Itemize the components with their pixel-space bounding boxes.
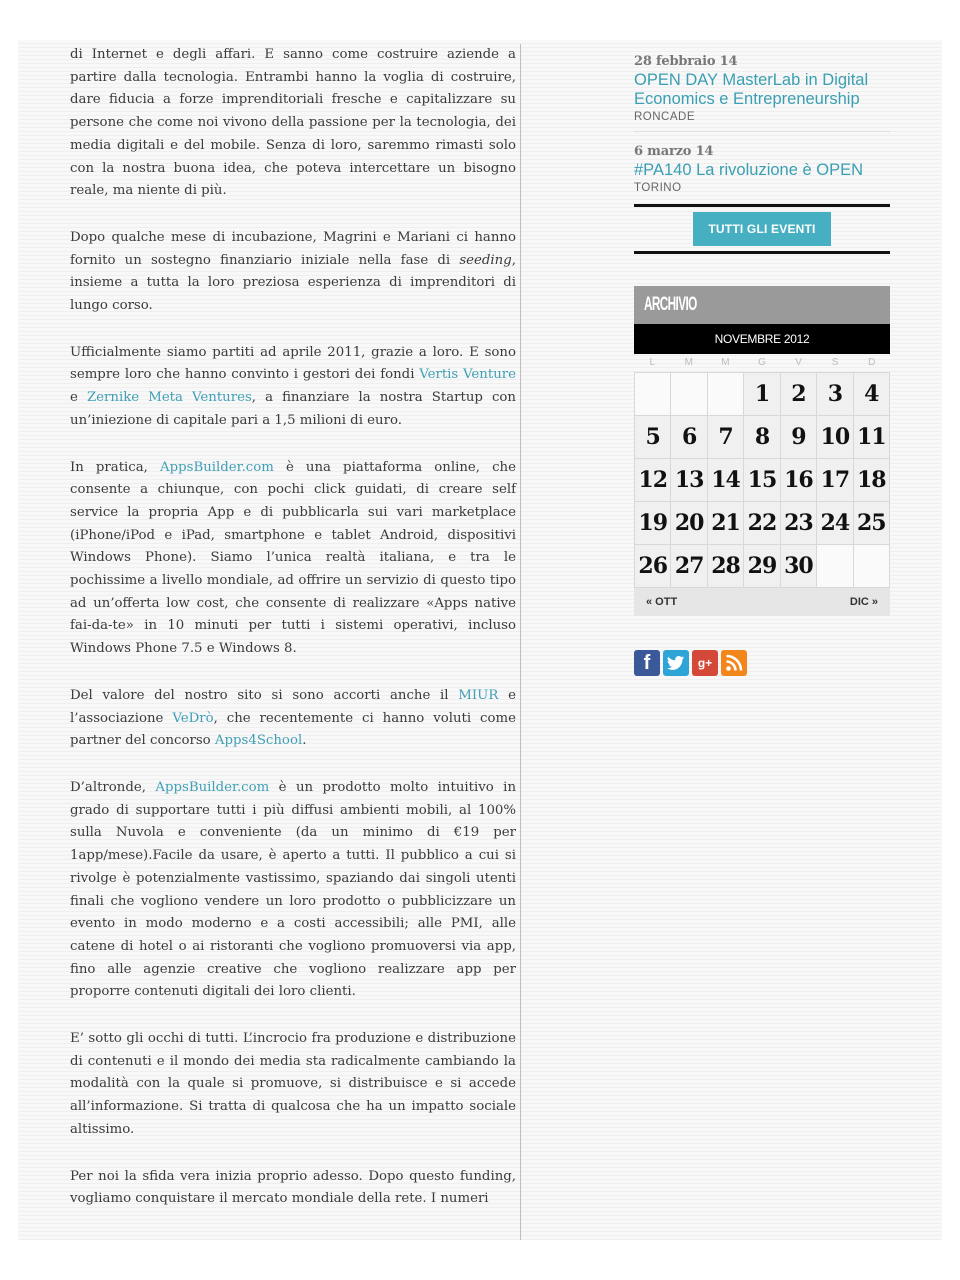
calendar-day[interactable]: 22	[744, 502, 779, 544]
rss-icon[interactable]	[721, 650, 747, 676]
calendar-day[interactable]: 5	[635, 416, 670, 458]
article-link[interactable]: AppsBuilder.com	[155, 779, 270, 795]
article-paragraph	[70, 1028, 516, 1142]
article-text: , a finanziare la nostra Startup con un’iniezione di capitale pari a 1,5 milioni di euro.	[70, 390, 516, 428]
calendar-day[interactable]: 7	[708, 416, 743, 458]
calendar-empty-cell	[635, 373, 670, 415]
calendar-weekdays	[634, 354, 890, 372]
weekday-label: M	[721, 357, 730, 368]
article-text: Dopo qualche mese di incubazione, Magrini e Mariani ci hanno fornito un sostegno finanziario iniziale nella fase di	[70, 229, 516, 268]
calendar-day[interactable]: 8	[744, 416, 779, 458]
article-text: In pratica,	[70, 459, 160, 475]
article-text: , insieme a tutta la loro preziosa esperienza di imprenditori di lungo corso.	[70, 252, 516, 314]
article-text: è una piattaforma online, che consente a chiunque, con pochi click guidati, di creare self service la propria App e di pubblicarla sui vari marketplace (iPhone/iPod e iPad, smartphone e tablet Android, dispositivi Windows Phone). Siamo l’unica realtà italiana, e tra le pochissime a livello mondiale, ad offrire un servizio di questo tipo ad un’offerta low cost, che consente di realizzare «Apps native fai-da-te» in 10 minuti per tutti i sistemi operativi, incluso Windows Phone 7.5 e Windows 8.	[70, 459, 516, 657]
calendar-day[interactable]: 13	[671, 459, 706, 501]
calendar-day[interactable]: 11	[854, 416, 889, 458]
calendar-empty-cell	[817, 545, 852, 587]
article-paragraph	[70, 777, 516, 1004]
article-text: Ufficialmente siamo partiti ad aprile 2011, grazie a loro. E sono sempre loro che hanno convinto i gestori dei fondi	[70, 344, 516, 383]
facebook-icon[interactable]: f	[634, 650, 660, 676]
weekday-label: G	[758, 357, 766, 368]
article-text: .	[302, 733, 307, 749]
column-divider	[520, 44, 521, 1240]
article-paragraph	[70, 227, 516, 318]
article-text: , che recentemente ci hanno voluti come partner del concorso	[70, 710, 516, 749]
calendar-day[interactable]: 1	[744, 373, 779, 415]
event-title-link[interactable]: #PA140 La rivoluzione è OPEN	[634, 161, 863, 179]
article-paragraph	[70, 457, 516, 661]
article-paragraph	[70, 342, 516, 433]
calendar-day[interactable]: 27	[671, 545, 706, 587]
calendar-day[interactable]: 29	[744, 545, 779, 587]
calendar-empty-cell	[854, 545, 889, 587]
calendar-day[interactable]: 24	[817, 502, 852, 544]
calendar-next-link[interactable]: DIC »	[849, 596, 878, 608]
calendar-day[interactable]: 6	[671, 416, 706, 458]
calendar-empty-cell	[708, 373, 743, 415]
calendar-day[interactable]: 15	[744, 459, 779, 501]
calendar-day[interactable]: 10	[817, 416, 852, 458]
event-date: 6 marzo 14	[634, 144, 714, 159]
event-place: TORINO	[634, 182, 682, 194]
twitter-icon[interactable]	[663, 650, 689, 676]
article-text: D’altronde,	[70, 779, 156, 795]
calendar-day[interactable]: 25	[854, 502, 889, 544]
calendar-day[interactable]: 12	[635, 459, 670, 501]
calendar-day[interactable]: 26	[635, 545, 670, 587]
weekday-label: L	[649, 357, 656, 368]
event-item[interactable]	[634, 54, 890, 132]
article-paragraph	[70, 1166, 516, 1211]
calendar-month: NOVEMBRE 2012	[634, 324, 890, 354]
archive-title: ARCHIVIO	[644, 294, 697, 315]
event-place: RONCADE	[634, 111, 696, 123]
page	[18, 40, 942, 1240]
calendar-day[interactable]: 19	[635, 502, 670, 544]
article-text: Del valore del nostro sito si sono accorti anche il	[70, 687, 459, 703]
article-link[interactable]: MIUR	[458, 687, 499, 703]
article-link[interactable]: Zernike Meta Ventures	[86, 390, 252, 406]
weekday-label: M	[684, 357, 694, 368]
calendar-day[interactable]: 4	[854, 373, 889, 415]
calendar-grid	[634, 372, 890, 588]
event-item[interactable]	[634, 144, 890, 204]
archive-heading	[634, 286, 890, 324]
article-text: è un prodotto molto intuitivo in grado di supportare tutti i più diffusi ambienti mobili, al 100% sulla Nuvola e conveniente (da un minimo di €19 per 1app/mese).Facile da usare, è aperto a tutti. Il pubblico a cui si rivolge è potenzialmente vastissimo, spaziando dai singoli utenti finali che vogliono vendere un loro prodotto o pubblicizzare un evento in modo moderno e a costi accessibili; alle PMI, alle catene di hotel o ai ristoranti che vogliono promuoversi via app, fino alle agenzie creative che vogliono realizzare app per proporre contenuti digitali dei loro clienti.	[70, 779, 517, 1000]
calendar-day[interactable]: 23	[781, 502, 816, 544]
weekday-label: S	[831, 357, 839, 368]
article-link[interactable]: Apps4School	[214, 733, 303, 749]
event-date: 28 febbraio 14	[634, 54, 738, 69]
article-paragraph	[70, 44, 516, 203]
calendar-day[interactable]: 21	[708, 502, 743, 544]
calendar-day[interactable]: 20	[671, 502, 706, 544]
calendar-day[interactable]: 28	[708, 545, 743, 587]
calendar-nav	[634, 588, 890, 616]
calendar-prev-link[interactable]: « OTT	[646, 596, 678, 608]
calendar-day[interactable]: 3	[817, 373, 852, 415]
article-text: e l’associazione	[70, 687, 516, 726]
article-paragraph	[70, 685, 516, 753]
article-link[interactable]: AppsBuilder.com	[160, 459, 274, 475]
article-body	[70, 44, 516, 1235]
weekday-label: V	[795, 357, 802, 368]
event-title-link[interactable]: OPEN DAY MasterLab in Digital Economics e Entrepreneurship	[634, 71, 869, 108]
calendar-day[interactable]: 14	[708, 459, 743, 501]
google-plus-icon[interactable]: g+	[692, 650, 718, 676]
calendar-empty-cell	[671, 373, 706, 415]
all-events-bar	[634, 204, 890, 254]
calendar-day[interactable]: 2	[781, 373, 816, 415]
article-text: E’ sotto gli occhi di tutti. L’incrocio fra produzione e distribuzione di contenuti e il mondo dei media sta radicalmente cambiando la modalità con la quale si promuove, si distribuisce e si accede all’informazione. Si tratta di qualcosa che ha un impatto sociale altissimo.	[70, 1031, 516, 1137]
article-text: e	[70, 390, 87, 406]
calendar-day[interactable]: 9	[781, 416, 816, 458]
calendar-day[interactable]: 17	[817, 459, 852, 501]
weekday-label: D	[868, 357, 876, 368]
sidebar	[634, 54, 890, 676]
calendar-day[interactable]: 18	[854, 459, 889, 501]
social-links	[634, 650, 890, 676]
article-text: Per noi la sfida vera inizia proprio adesso. Dopo questo funding, vogliamo conquistare il mercato mondiale della rete. I numeri	[70, 1168, 516, 1207]
all-events-button[interactable]: TUTTI GLI EVENTI	[693, 212, 830, 246]
article-link[interactable]: Vertis Venture	[419, 367, 516, 383]
article-text: di Internet e degli affari. E sanno come costruire aziende a partire dalla tecnologia. Entrambi hanno la voglia di costruire, dare fiducia a forze imprenditoriali fresche e capitalizzare su persone che come noi vivono della passione per la tecnologia, dei media digitali e del mobile. Senza di loro, saremmo rimasti solo con la nostra buona idea, che poteva intercettare un bisogno reale, ma niente di più.	[70, 47, 516, 199]
calendar-day[interactable]: 16	[781, 459, 816, 501]
calendar-day[interactable]: 30	[781, 545, 816, 587]
article-emphasis: seeding	[459, 252, 512, 268]
article-link[interactable]: VeDrò	[172, 710, 214, 726]
